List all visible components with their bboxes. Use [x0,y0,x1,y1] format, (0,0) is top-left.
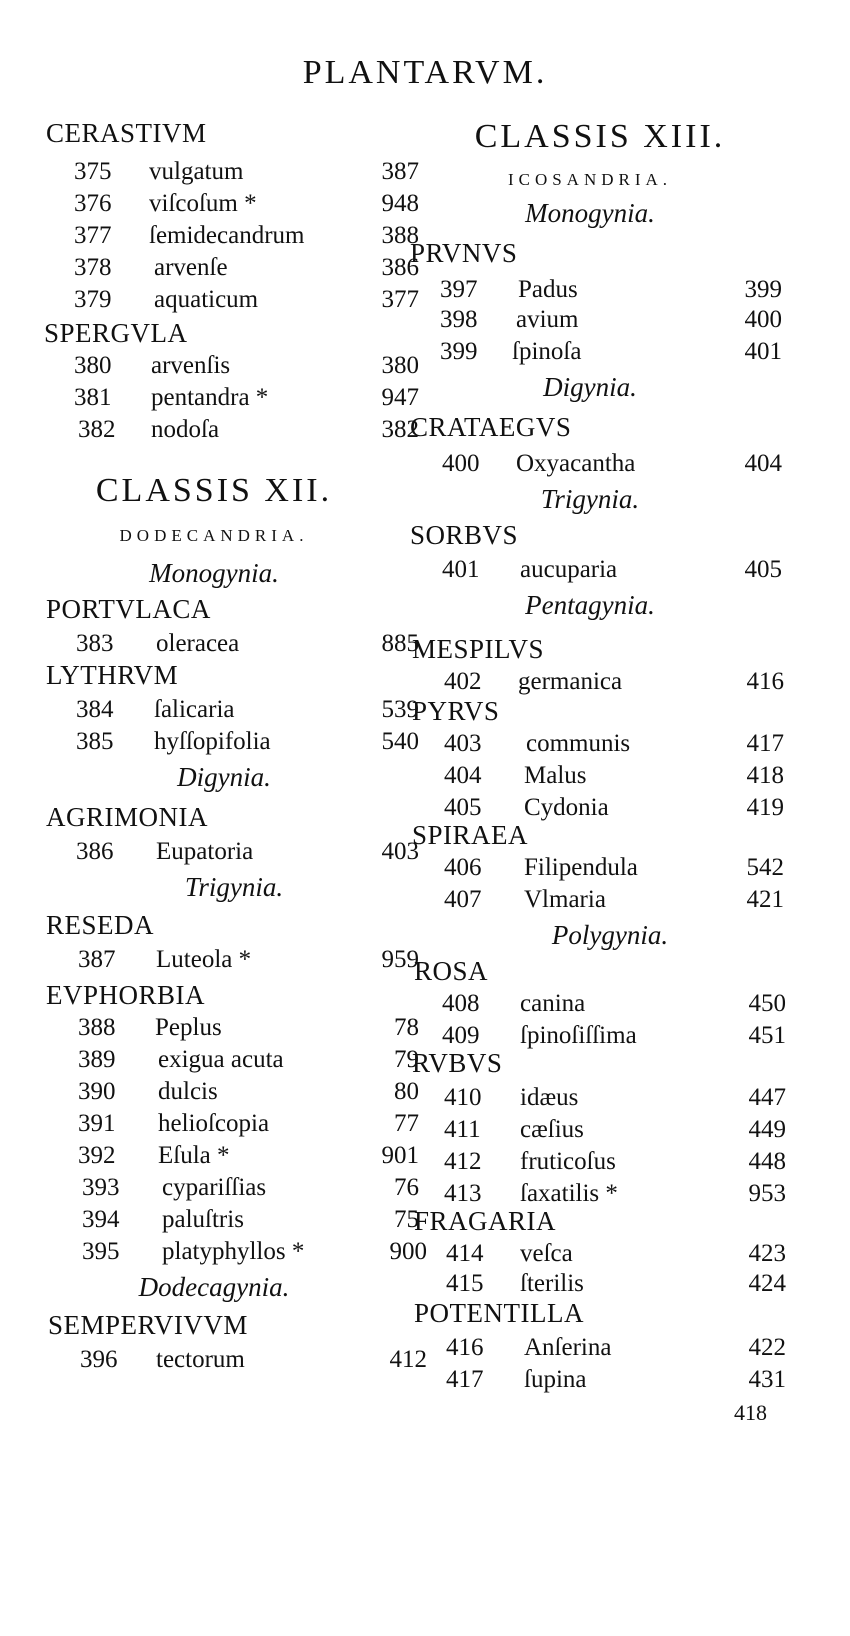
genus-heading: SEMPERVIVVM [48,1310,248,1340]
page-reference: 885 [381,630,419,657]
entry-number: 379 [74,286,112,313]
entry-number: 389 [78,1046,116,1073]
page-reference: 77 [394,1110,419,1137]
table-row [76,630,419,660]
table-row [440,276,782,306]
entry-number: 382 [78,416,116,443]
page-reference: 449 [748,1116,786,1143]
genus-heading: CRATAEGVS [410,412,572,442]
entry-number: 403 [444,730,482,757]
page-reference: 418 [746,762,784,789]
page-reference: 416 [746,668,784,695]
genus-heading: PORTVLACA [46,594,211,624]
class-heading: CLASSIS XIII. [474,118,726,155]
table-row [74,384,419,414]
page-reference: 423 [748,1240,786,1267]
entry-number: 402 [444,668,482,695]
table-row [78,1110,419,1140]
page-reference: 404 [744,450,782,477]
class-name: ICOSANDRIA. [507,170,673,189]
genus-heading: CERASTIVM [46,118,207,148]
species-name: viſcoſum * [149,190,257,217]
order-heading: Monogynia. [149,558,279,588]
order-heading: Polygynia. [551,920,669,950]
table-row [78,946,419,976]
genus-heading: AGRIMONIA [46,802,208,832]
entry-number: 388 [78,1014,116,1041]
species-name: veſca [520,1240,573,1267]
species-name: pentandra * [151,384,269,411]
table-row [74,158,419,188]
species-name: cæſius [520,1116,584,1143]
page-reference: 539 [381,696,419,723]
entry-number: 390 [78,1078,116,1105]
species-name: Cydonia [524,794,609,821]
table-row [82,1174,419,1204]
species-name: Padus [518,276,578,303]
order-heading: Digynia. [543,372,637,402]
genus-heading: EVPHORBIA [46,980,206,1010]
order-heading: Trigynia. [184,872,284,902]
table-row [442,990,786,1020]
species-name: nodoſa [151,416,220,443]
entry-number: 391 [78,1110,116,1137]
table-row [78,1078,419,1108]
entry-number: 395 [82,1238,120,1265]
genus-heading: POTENTILLA [414,1298,584,1328]
entry-number: 385 [76,728,114,755]
table-row [78,1142,419,1172]
species-name: fruticoſus [520,1148,616,1175]
species-name: dulcis [158,1078,218,1105]
page-reference: 78 [394,1014,419,1041]
species-name: ſterilis [520,1270,584,1297]
page-reference: 419 [746,794,784,821]
entry-number: 409 [442,1022,480,1049]
page-reference: 388 [381,222,419,249]
page-reference: 447 [748,1084,786,1111]
page-reference: 959 [381,946,419,973]
class-heading: CLASSIS XII. [95,472,333,509]
entry-number: 383 [76,630,114,657]
species-name: Malus [524,762,587,789]
page-reference: 377 [381,286,419,313]
table-row [82,1238,427,1268]
page-reference: 947 [381,384,419,411]
table-row [446,1366,786,1396]
table-row [78,1014,419,1044]
entry-number: 392 [78,1142,116,1169]
page-reference: 399 [744,276,782,303]
entry-number: 408 [442,990,480,1017]
entry-number: 404 [444,762,482,789]
page-reference: 387 [381,158,419,185]
entry-number: 376 [74,190,112,217]
table-row [444,854,784,884]
species-name: Eſula * [158,1142,230,1169]
entry-number: 417 [446,1366,484,1393]
page-reference: 948 [381,190,419,217]
entry-number: 381 [74,384,112,411]
genus-heading: MESPILVS [412,634,545,664]
table-row [74,190,419,220]
page-reference: 953 [748,1180,786,1207]
species-name: tectorum [156,1346,245,1373]
genus-heading: ROSA [414,956,489,986]
entry-number: 378 [74,254,112,281]
species-name: ſpinoſiſſima [520,1022,637,1049]
genus-heading: PYRVS [412,696,500,726]
order-heading: Trigynia. [540,484,640,514]
order-heading: Dodecagynia. [138,1272,290,1302]
page-reference: 403 [381,838,419,865]
species-name: communis [526,730,631,757]
species-name: Anſerina [524,1334,612,1361]
catchword: 418 [734,1400,767,1425]
species-name: helioſcopia [158,1110,270,1137]
page-reference: 386 [381,254,419,281]
entry-number: 386 [76,838,114,865]
table-row [444,1084,786,1114]
table-row [74,254,419,284]
page-reference: 451 [748,1022,786,1049]
entry-number: 393 [82,1174,120,1201]
genus-heading: FRAGARIA [414,1206,557,1236]
table-row [82,1206,419,1236]
species-name: idæus [520,1084,579,1111]
entry-number: 398 [440,306,478,333]
entry-number: 413 [444,1180,482,1207]
table-row [76,696,419,726]
table-row [446,1334,786,1364]
table-row [444,730,784,760]
entry-number: 407 [444,886,482,913]
table-row [78,416,419,446]
species-name: arvenſe [154,254,228,281]
page-reference: 382 [381,416,419,443]
table-row [446,1240,786,1270]
entry-number: 406 [444,854,482,881]
entry-number: 410 [444,1084,482,1111]
entry-number: 399 [440,338,478,365]
page-reference: 450 [748,990,786,1017]
table-row [78,1046,419,1076]
class-name: DODECANDRIA. [119,526,309,545]
table-row [444,762,784,792]
entry-number: 377 [74,222,112,249]
page-reference: 79 [394,1046,419,1073]
species-name: ſupina [524,1366,587,1393]
species-name: aucuparia [520,556,618,583]
genus-heading: SORBVS [410,520,519,550]
table-row [80,1346,427,1376]
page-reference: 421 [746,886,784,913]
species-name: Luteola * [156,946,252,973]
species-name: exigua acuta [158,1046,284,1073]
species-name: platyphyllos * [162,1238,305,1265]
species-name: ſpinoſa [512,338,582,365]
genus-heading: RESEDA [46,910,155,940]
genus-heading: SPERGVLA [44,318,188,348]
order-heading: Pentagynia. [525,590,655,620]
page-reference: 542 [746,854,784,881]
page-reference: 422 [748,1334,786,1361]
order-heading: Digynia. [177,762,271,792]
species-name: paluſtris [162,1206,244,1233]
order-heading: Monogynia. [525,198,655,228]
genus-heading: PRVNVS [410,238,518,268]
species-name: avium [516,306,579,333]
species-name: cypariſſias [162,1174,267,1201]
table-row [444,886,784,916]
entry-number: 380 [74,352,112,379]
page-reference: 901 [381,1142,419,1169]
species-name: aquaticum [154,286,259,313]
entry-number: 415 [446,1270,484,1297]
page-reference: 80 [394,1078,419,1105]
page-reference: 400 [744,306,782,333]
page-reference: 900 [389,1238,427,1265]
entry-number: 414 [446,1240,484,1267]
table-row [444,1148,786,1178]
entry-number: 397 [440,276,478,303]
entry-number: 396 [80,1346,118,1373]
species-name: vulgatum [149,158,244,185]
page-reference: 380 [381,352,419,379]
page-reference: 424 [748,1270,786,1297]
species-name: germanica [518,668,623,695]
table-row [446,1270,786,1300]
page-reference: 405 [744,556,782,583]
entry-number: 384 [76,696,114,723]
entry-number: 405 [444,794,482,821]
page-reference: 448 [748,1148,786,1175]
table-row [440,338,782,368]
species-name: Vlmaria [524,886,606,913]
species-name: oleracea [156,630,240,657]
table-row [74,222,419,252]
table-row [440,306,782,336]
species-name: Peplus [155,1014,222,1041]
page-reference: 417 [746,730,784,757]
species-name: Oxyacantha [516,450,636,477]
table-row [444,1116,786,1146]
genus-heading: RVBVS [412,1048,503,1078]
page-reference: 401 [744,338,782,365]
species-name: Eupatoria [156,838,254,865]
entry-number: 411 [444,1116,481,1143]
page-reference: 76 [394,1174,419,1201]
genus-heading: LYTHRVM [46,660,179,690]
table-row [74,286,419,316]
species-name: hyſſopifolia [154,728,271,755]
table-row [74,352,419,382]
table-row [76,728,419,758]
species-name: canina [520,990,586,1017]
page-title: PLANTARVM. [302,54,548,91]
species-name: Filipendula [524,854,638,881]
species-name: arvenſis [151,352,231,379]
table-row [76,838,419,868]
table-row [442,556,782,586]
genus-heading: SPIRAEA [412,820,529,850]
page-reference: 75 [394,1206,419,1233]
page-reference: 412 [389,1346,427,1373]
entry-number: 416 [446,1334,484,1361]
species-name: ſaxatilis * [520,1180,618,1207]
table-row [444,668,784,698]
entry-number: 401 [442,556,480,583]
species-name: ſemidecandrum [149,222,305,249]
entry-number: 394 [82,1206,120,1233]
entry-number: 375 [74,158,112,185]
entry-number: 387 [78,946,116,973]
table-row [442,450,782,480]
entry-number: 412 [444,1148,482,1175]
page-reference: 540 [381,728,419,755]
species-name: ſalicaria [154,696,235,723]
entry-number: 400 [442,450,480,477]
page-reference: 431 [748,1366,786,1393]
